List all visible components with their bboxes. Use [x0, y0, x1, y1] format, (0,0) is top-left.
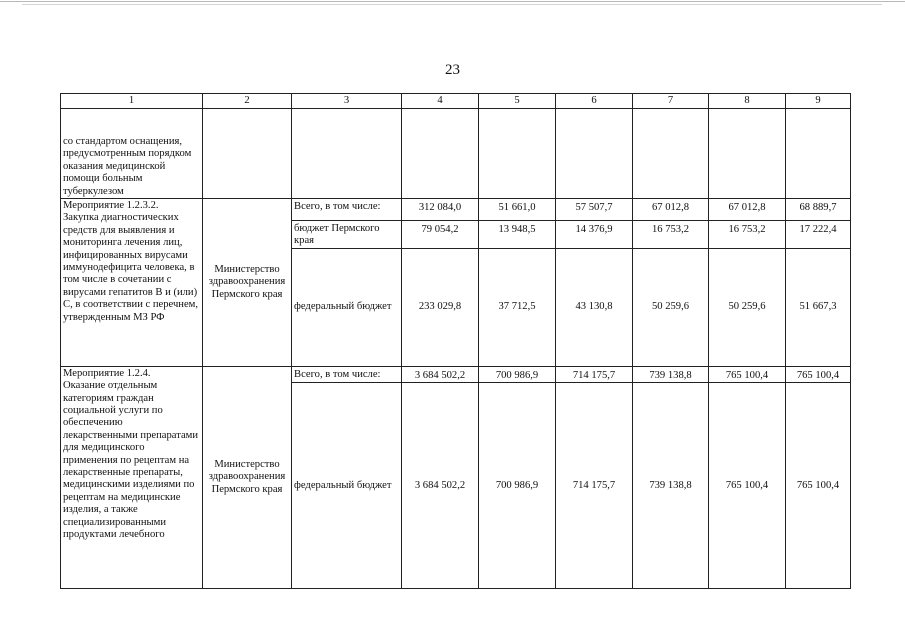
header-cell: 7: [633, 94, 709, 109]
activity-text: Закупка диагностических средств для выявления и мониторинга лечения лиц, инфицированных вирусами иммунодефицита человека, в том числе в сочетании с вирусами гепатитов В и (или) С, в соответствии с перечнем, утвержденным МЗ РФ: [63, 212, 199, 323]
empty-cell: [203, 109, 292, 199]
empty-cell: [786, 109, 851, 199]
header-cell: 3: [292, 94, 402, 109]
value-cell: 51 667,3: [786, 248, 851, 366]
header-row: [61, 94, 851, 109]
value-cell: 79 054,2: [402, 221, 479, 249]
value-cell: 312 084,0: [402, 199, 479, 221]
continuation-text: со стандартом оснащения, предусмотренным порядком оказания медицинской помощи больным туберкулезом: [61, 109, 203, 199]
header-cell: 2: [203, 94, 292, 109]
header-cell: 6: [556, 94, 633, 109]
value-cell: 233 029,8: [402, 248, 479, 366]
funding-source: Всего, в том числе:: [292, 199, 402, 221]
funding-source: Всего, в том числе:: [292, 366, 402, 382]
empty-cell: [402, 109, 479, 199]
value-cell: 739 138,8: [633, 383, 709, 589]
value-cell: 51 661,0: [479, 199, 556, 221]
continuation-row: [61, 109, 851, 199]
value-cell: 43 130,8: [556, 248, 633, 366]
value-cell: 14 376,9: [556, 221, 633, 249]
value-cell: 765 100,4: [709, 383, 786, 589]
activity-title: Мероприятие 1.2.3.2.: [63, 200, 159, 211]
value-cell: 739 138,8: [633, 366, 709, 382]
value-cell: 57 507,7: [556, 199, 633, 221]
value-cell: 17 222,4: [786, 221, 851, 249]
value-cell: 67 012,8: [709, 199, 786, 221]
header-cell: 8: [709, 94, 786, 109]
value-cell: 16 753,2: [709, 221, 786, 249]
page-number: 23: [445, 62, 460, 78]
value-cell: 3 684 502,2: [402, 366, 479, 382]
empty-cell: [709, 109, 786, 199]
value-cell: 50 259,6: [633, 248, 709, 366]
funding-source: федеральный бюджет: [292, 383, 402, 589]
executor-cell: Министерство здравоохранения Пермского края: [203, 199, 292, 367]
header-cell: 9: [786, 94, 851, 109]
table-row: [61, 366, 851, 382]
empty-cell: [633, 109, 709, 199]
activity-title: Мероприятие 1.2.4.: [63, 367, 151, 379]
value-cell: 700 986,9: [479, 366, 556, 382]
empty-cell: [556, 109, 633, 199]
value-cell: 50 259,6: [709, 248, 786, 366]
value-cell: 700 986,9: [479, 383, 556, 589]
value-cell: 13 948,5: [479, 221, 556, 249]
value-cell: 765 100,4: [709, 366, 786, 382]
empty-cell: [292, 109, 402, 199]
activity-text: Оказание отдельным категориям граждан социальной услуги по обеспечению лекарственными препаратами для медицинского применения по рецептам на лекарственные препараты, медицинскими изделиями по рецептам на медицинские изделия, а также специализированными продуктами лечебного: [63, 380, 199, 541]
scan-edge-line-2: [22, 4, 882, 5]
funding-source: федеральный бюджет: [292, 248, 402, 366]
value-cell: 714 175,7: [556, 383, 633, 589]
value-cell: 37 712,5: [479, 248, 556, 366]
value-cell: 16 753,2: [633, 221, 709, 249]
value-cell: 714 175,7: [556, 366, 633, 382]
header-cell: 5: [479, 94, 556, 109]
table-row: [61, 199, 851, 221]
activity-description: [61, 366, 203, 588]
scan-edge-line: [0, 1, 905, 2]
header-cell: 4: [402, 94, 479, 109]
value-cell: 765 100,4: [786, 383, 851, 589]
budget-table: [60, 93, 851, 589]
value-cell: 68 889,7: [786, 199, 851, 221]
executor-cell: Министерство здравоохранения Пермского края: [203, 366, 292, 588]
value-cell: 765 100,4: [786, 366, 851, 382]
activity-description: [61, 199, 203, 367]
value-cell: 67 012,8: [633, 199, 709, 221]
header-cell: 1: [61, 94, 203, 109]
value-cell: 3 684 502,2: [402, 383, 479, 589]
empty-cell: [479, 109, 556, 199]
funding-source: бюджет Пермского края: [292, 221, 402, 249]
